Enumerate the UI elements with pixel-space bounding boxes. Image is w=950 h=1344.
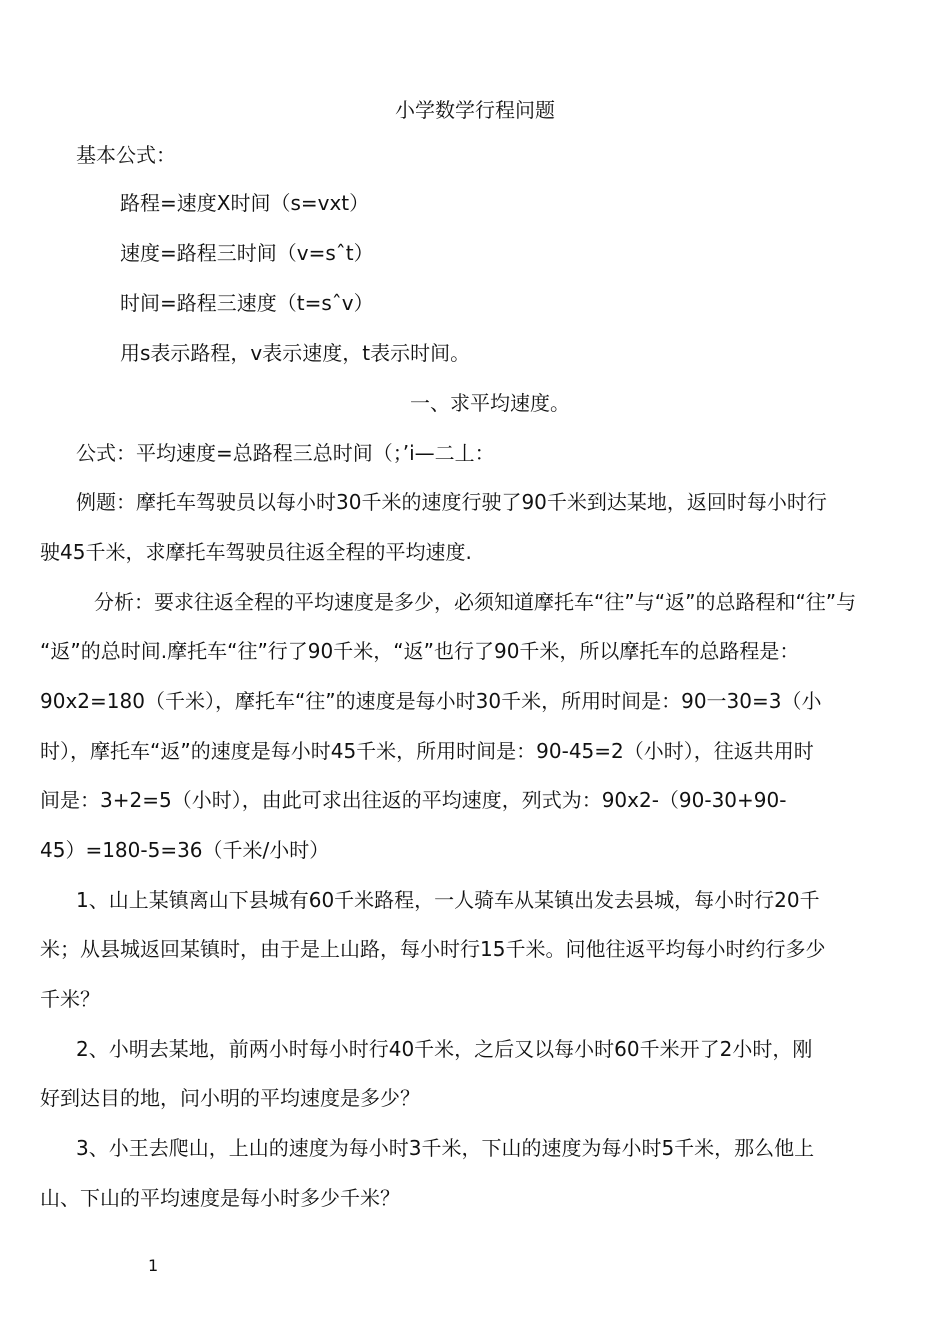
formula-time: 时间=路程三速度（t=sˆv） <box>120 291 374 315</box>
analysis-line-1: 分析：要求往返全程的平均速度是多少，必须知道摩托车“往”与“返”的总路程和“往”与 <box>94 590 857 614</box>
problem-2-line-1: 2、小明去某地，前两小时每小时行40千米，之后又以每小时60千米开了2小时，刚 <box>76 1037 813 1061</box>
problem-1-line-3: 千米？ <box>40 987 100 1011</box>
formula-distance: 路程=速度X时间（s=vxt） <box>120 191 370 215</box>
basic-formula-heading: 基本公式： <box>76 143 176 167</box>
analysis-line-5: 间是：3+2=5（小时），由此可求出往返的平均速度，列式为：90x2-（90-30+90- <box>40 788 787 812</box>
analysis-line-3: 90x2=180（千米），摩托车“往”的速度是每小时30千米，所用时间是：90一30=3（小 <box>40 689 822 713</box>
analysis-line-4: 时），摩托车“返”的速度是每小时45千米，所用时间是：90-45=2（小时），往返共用时 <box>40 739 814 763</box>
analysis-line-6: 45）=180-5=36（千米/小时） <box>40 838 330 862</box>
example-line-1: 例题：摩托车驾驶员以每小时30千米的速度行驶了90千米到达某地，返回时每小时行 <box>76 490 827 514</box>
section-1-heading: 一、求平均速度。 <box>410 391 570 415</box>
formula-speed: 速度=路程三时间（v=sˆt） <box>120 241 374 265</box>
document-title: 小学数学行程问题 <box>395 98 555 122</box>
problem-1-line-2: 米；从县城返回某镇时，由于是上山路，每小时行15千米。问他往返平均每小时约行多少 <box>40 937 826 961</box>
symbol-note: 用s表示路程，v表示速度，t表示时间。 <box>120 341 471 365</box>
analysis-line-2: “返”的总时间.摩托车“往”行了90千米，“返”也行了90千米，所以摩托车的总路程是： <box>40 639 800 663</box>
problem-3-line-1: 3、小王去爬山，上山的速度为每小时3千米，下山的速度为每小时5千米，那么他上 <box>76 1136 815 1160</box>
problem-3-line-2: 山、下山的平均速度是每小时多少千米？ <box>40 1186 400 1210</box>
average-speed-formula: 公式：平均速度=总路程三总时间（；’i—二丄： <box>76 441 495 465</box>
example-line-2: 驶45千米，求摩托车驾驶员往返全程的平均速度. <box>40 540 472 564</box>
problem-1-line-1: 1、山上某镇离山下县城有60千米路程，一人骑车从某镇出发去县城，每小时行20千 <box>76 888 820 912</box>
page-number: 1 <box>148 1256 159 1275</box>
problem-2-line-2: 好到达目的地，问小明的平均速度是多少？ <box>40 1086 420 1110</box>
